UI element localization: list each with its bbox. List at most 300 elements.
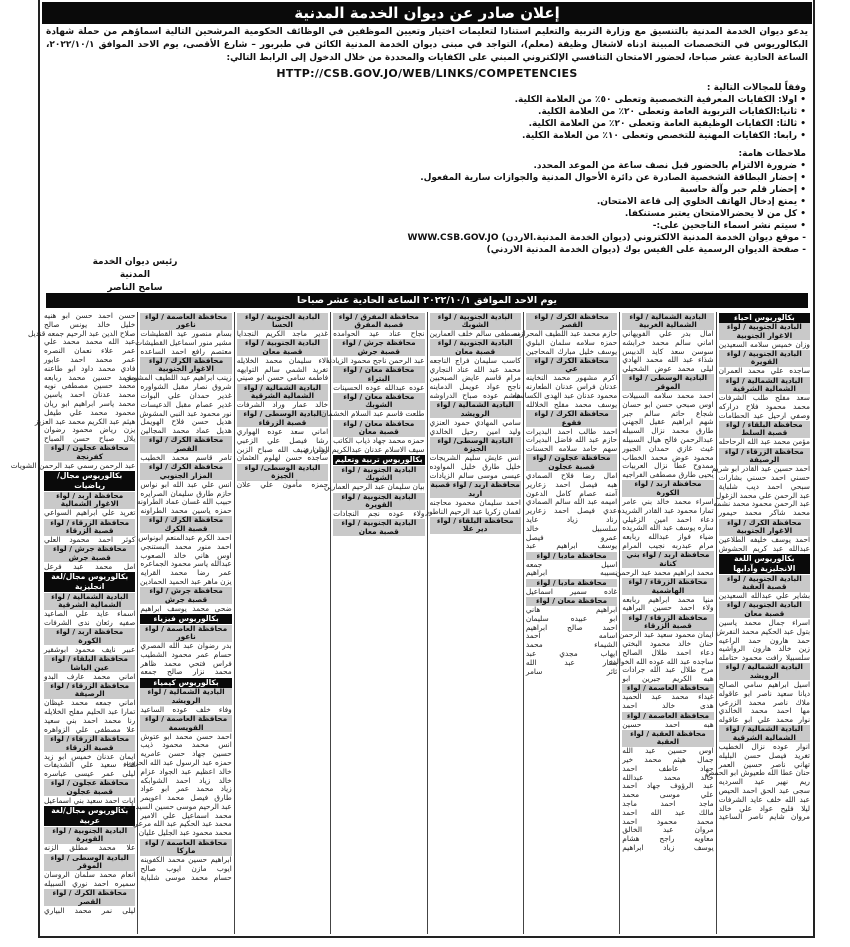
- candidate-name: سعد مفلح طلب الشرفات: [718, 393, 810, 403]
- candidate-name: مها احمد محمد الخالدي: [718, 706, 810, 716]
- region-header: محافظة اربد / لواء بني كنانة: [622, 551, 713, 568]
- candidate-name: يزن رياض محمود رضوان: [44, 425, 136, 435]
- region-header: البادية الجنوبية / لواء القويرة: [719, 350, 810, 367]
- region-header: محافظة مادبا / لواء: [526, 579, 617, 588]
- region-header: محافظة مادبا / لواء: [526, 552, 617, 561]
- candidate-name: ليلى نمر محمد البياري: [44, 905, 136, 915]
- notes-section: [246, 148, 806, 256]
- region-header: محافظة الزرقاء / لواء قصبة الزرقاء: [44, 519, 135, 536]
- candidate-name: سميره احمد نوري السبيله: [44, 878, 136, 888]
- region-header: محافظة الزرقاء / لواء الرصيفة: [44, 682, 135, 699]
- candidate-name: اميمه عبد الله سالم الصمادي: [525, 497, 618, 507]
- candidates-column: [608, 311, 715, 934]
- region-header: البادية الشمالية / لواء الشمالية الغربية: [622, 313, 713, 330]
- candidates-column: [10, 311, 137, 934]
- region-header: محافظة عجلون / لواء قصبة عجلون: [526, 454, 617, 471]
- candidate-name: ثائر سامر: [525, 666, 618, 676]
- major-header: بكالوريوس مجال/لغة انجليزية: [44, 572, 135, 592]
- candidate-name: غدير عصام مقبل الدعيسات: [140, 399, 232, 409]
- candidate-name: ايات احمد سعيد بني اسماعيل: [44, 795, 136, 805]
- candidate-name: غاده سمير اسماعيل: [525, 586, 618, 596]
- candidate-name: اسراء محمد خالد بني عامر: [622, 496, 714, 506]
- region-header: محافظة اربد / لواء الكورة: [622, 480, 713, 497]
- candidate-name: مروان عبد الخالق: [622, 825, 714, 835]
- candidate-name: هاشم عوده صباح الدراوشه: [429, 390, 521, 400]
- candidate-name: عبد الرحمن رسمي عبد الرحمن الشويات: [10, 460, 136, 470]
- candidate-name: محمد ياسر ابراهيم ابو ريان: [44, 398, 136, 408]
- candidate-name: ليلى عمر عيسى عباسره: [44, 769, 136, 779]
- candidate-name: احمد طالب احمد البديرات: [525, 426, 618, 436]
- candidate-name: حمزه سلامه سلمان البلوي: [525, 337, 618, 347]
- candidate-name: سهم حامد سلامه الحسنات: [525, 444, 618, 454]
- candidate-name: معتصم رافع احمد الساعده: [140, 346, 232, 356]
- region-header: محافظة الكرك / لواء الاغوار الجنوبية: [140, 357, 231, 374]
- candidate-name: فراس فتحي محمد ظاهر: [140, 658, 232, 668]
- candidate-name: انعام محمد سلمان الروسان: [44, 870, 136, 879]
- candidate-name: ولاء احمد حسين البراهيه: [622, 603, 714, 613]
- candidate-name: مشير منور اسماعيل القطيشات: [135, 337, 232, 347]
- candidate-name: اسيل جمعه: [525, 559, 618, 569]
- candidate-name: محمد عدنان احمد ياسين: [44, 390, 136, 400]
- candidate-name: محمد محمود فلاح دراركه: [718, 401, 810, 411]
- candidate-name: عدي فيصل احمد زعارير: [525, 506, 618, 516]
- candidate-name: طارق محمد نزال السبيله: [622, 426, 714, 436]
- fields-section: [246, 82, 806, 142]
- candidate-name: عمرو فيصل: [525, 532, 618, 542]
- candidate-name: ايمان محمود سعيد عبد الرحمن: [618, 630, 714, 640]
- candidate-name: ضحى محمد يوسف ابراهيم: [140, 603, 232, 613]
- field-item: • اولا: الكفايات المعرفية التخصصية وتعطى ٥٠٪ من العلامة الكلية.: [514, 95, 806, 105]
- region-header: محافظة معان / لواء الشوبك: [333, 393, 424, 410]
- candidate-name: مرام قاسم عايض الصبحيين: [429, 373, 521, 383]
- region-header: محافظة المفرق / لواء قصبة المفرق: [333, 313, 424, 330]
- candidate-name: ابراهيم هاني: [525, 605, 618, 615]
- candidate-name: حازم عبد الله فاضل البديرات: [525, 435, 618, 445]
- candidate-name: بتول عبد الحكيم محمد النفرش: [716, 626, 810, 636]
- candidate-name: هبه فيصل احمد زعارير: [525, 479, 618, 489]
- candidate-name: عبد الله خلف عايد الشرفات: [718, 794, 810, 804]
- region-header: محافظة البلقاء / لواء عين الباشا: [44, 655, 135, 672]
- candidate-name: ملاك ناصر محمد الزرعي: [718, 697, 810, 707]
- candidate-name: محمد حسين محمد ربابعه: [44, 372, 136, 382]
- region-header: محافظة اربد / لواء الكورة: [44, 628, 135, 645]
- region-header: محافظة اربد / لواء قصبة اربد: [430, 480, 520, 498]
- candidate-name: تغريد علي ابراهيم السواعي: [44, 508, 136, 518]
- candidate-name: امل محمد عبد فرعل: [44, 561, 136, 571]
- candidate-name: علي موسى محمد: [622, 790, 714, 800]
- region-header: محافظة الكرك / لواء عي: [526, 357, 617, 374]
- candidate-name: دعاء احمد طلال الصالح: [622, 647, 714, 657]
- candidate-name: انس عايش سليم الشريجات: [429, 453, 521, 463]
- candidate-name: حنان خالد محمود البختي: [622, 638, 714, 648]
- candidate-name: ريم نهير عيد السرديه: [718, 777, 810, 787]
- candidate-name: ايمان عدنان خميس ابو زيد: [44, 751, 136, 761]
- candidate-name: وصفي ارحيل عيد الحطامات: [718, 410, 810, 420]
- candidate-name: يلال صباح حسن الصباح: [44, 434, 136, 444]
- candidate-name: وفاء خلف عوده الساعيد: [140, 704, 232, 714]
- candidate-name: رناد زياد عايد: [525, 514, 618, 524]
- candidates-columns: [10, 311, 812, 934]
- candidate-name: حمزه ياسين محمد الطراونه: [140, 506, 232, 516]
- candidate-name: غيث غازي حمدان الجبور: [622, 443, 714, 453]
- region-header: البادية الجنوبية / لواء القويرة: [333, 493, 424, 510]
- region-header: البادية الشمالية / لواء الرويشد: [719, 663, 810, 680]
- candidate-name: حمزه مأمون علي علان: [236, 480, 329, 490]
- candidate-name: محمود عدنان عبد الهدى الكساسبه: [512, 390, 618, 400]
- candidate-name: حسين جهاد حسن عامريه: [140, 749, 232, 759]
- candidate-name: اكرم مشهور محمد النخاينه: [525, 373, 618, 383]
- candidate-name: اماني محمد عارف البدو: [44, 671, 136, 681]
- candidates-column: [512, 311, 619, 934]
- intro-paragraph: يدعو ديوان الخدمة المدنية بالتنسيق مع وزارة التربية والتعليم استنادا لتعليمات اختيار وتعيين الموظفين في الوظائف الحكومية المرشحين التالية اسماؤهم من حملة شهادة البكالوريوس في التخصصات المبينة ادناه لاشغال وظيفة (معلم)، التواجد في مبنى ديوان الخدمة المدنية الكائن في طبربور – شارع الأقصى، يوم الاحد الموافق ٢٠٢٢/١٠/١، الساعة الحادية عشر صباحا، لحضور الامتحان التنافسي الإلكتروني المبني على الكفايات والمحددة من خلال الدخول إلى الرابط التالي:: [46, 27, 808, 63]
- candidate-name: حمزه عبد الرسول عبد الله الحروب: [124, 757, 232, 767]
- candidate-name: عبد الرؤوف جهاد احمد: [622, 781, 714, 791]
- candidate-name: احمد سليمان محمود محاجنه: [429, 497, 521, 507]
- announcement-title: إعلان صادر عن ديوان الخدمة المدنية: [42, 2, 812, 24]
- candidate-name: مرام عبدربه نجيب المرام: [622, 540, 714, 550]
- candidate-name: حازم طارق سليمان الصرايره: [140, 488, 232, 498]
- candidate-name: ابراهيم حسين محمد الكفوينه: [140, 855, 232, 865]
- candidate-name: احمد حسين عبد القادر ابو شريم: [711, 464, 810, 474]
- candidate-name: زينب ابراهيم عبد اللطيف المشوش: [124, 373, 232, 383]
- region-header: محافظة جرش / لواء قصبة جرش: [44, 545, 135, 562]
- region-header: محافظة العاصمة / لواء ناعور: [140, 625, 231, 642]
- candidate-name: ناجح عواد عويمل الدماينه: [429, 382, 521, 392]
- candidate-name: محمد نزار صالح جمعه: [140, 667, 232, 677]
- candidate-name: ايهاب مجدي عبد: [525, 649, 618, 659]
- candidate-name: حسام عمر محمود الشطيب: [140, 649, 232, 659]
- candidate-name: نجاح عناد عيد الحوامده: [333, 329, 425, 338]
- candidate-name: سامي المهادي حمود العنزي: [429, 417, 521, 427]
- major-header: بكالوريوس احياء: [719, 313, 810, 323]
- candidate-name: اماني سالم محمد خرابشه: [622, 337, 714, 347]
- region-header: محافظة الكرك / لواء القصر: [44, 889, 135, 906]
- candidate-name: مؤمن محمد عبد الله الرحاحله: [718, 437, 810, 447]
- candidate-name: ضياء فواز عبدالله ربابعه: [622, 532, 714, 542]
- candidate-name: حمد هارون حمد الراعيه: [718, 635, 810, 645]
- major-header: بكالوريوس تربية وتعليم: [335, 455, 423, 465]
- candidate-name: يوسف ابراهيم عبد: [525, 541, 618, 551]
- region-header: محافظة العاصمة / لواء القويسمة: [140, 715, 231, 732]
- candidate-name: هديل حسن فلاح الهويمل: [140, 417, 232, 427]
- candidate-name: عبدالله ياسر محمود الجماعره: [140, 559, 232, 569]
- candidate-name: حبيب الله غسان عماد الطراونه: [136, 497, 232, 507]
- region-header: البادية الوسطى/ لواء الجيزة: [237, 464, 328, 481]
- notes-heading: ملاحظات هامة:: [738, 149, 806, 159]
- region-header: محافظة البلقاء / لواء دير علا: [430, 517, 521, 534]
- candidate-name: منيا محمد ابراهيم ربابعه: [622, 594, 714, 604]
- candidate-name: سلسبيلا رافت محمود حتامله: [718, 653, 810, 663]
- field-item: • ثالثا: الكفايات الوظيفية العامة وتعطى ٢٠٪ من العلامة الكلية.: [528, 119, 806, 129]
- candidate-name: دعاء احمد امين الزغيلي: [622, 514, 714, 524]
- candidate-name: محمد ابراهيم محمد عبد الرحمن: [615, 567, 714, 577]
- candidate-name: وليد امين رحيل الخالدي: [429, 426, 521, 436]
- candidate-name: نسيبه ابراهيم: [525, 568, 618, 578]
- candidate-name: ولاء عوده نجم النجادات: [333, 509, 425, 519]
- region-header: البادية الشمالية / لواء الشمالية الشرقية: [719, 725, 810, 742]
- candidate-name: اوس هاني خالد الصعوب: [140, 550, 232, 560]
- field-item: • رابعا: الكفايات المهنية للتخصص وتعطى ١٠٪ من العلامة الكلية.: [521, 131, 806, 141]
- candidate-name: محمد محمود عبد الجليل عليان: [138, 828, 232, 838]
- region-header: البادية الشمالية / لواء الشمالية الشرقية: [719, 377, 810, 394]
- candidate-name: مصطفى سالم خلف العمارين: [429, 329, 521, 338]
- candidate-name: نوار محمد علي ابو عاقوله: [718, 715, 810, 725]
- candidate-name: اسيل ابراهيم سامي الصالح: [718, 679, 810, 689]
- region-header: البادية الشمالية / لواء الرويشد: [430, 401, 521, 418]
- candidate-name: مالك عبد الله احمد: [622, 807, 714, 817]
- candidate-name: يوسف زياد ابراهيم: [622, 843, 714, 853]
- candidate-name: هدى خالد احمد: [622, 701, 714, 711]
- region-header: البادية الجنوبية / لواء قصبة معان: [237, 339, 328, 356]
- candidate-name: طارق فيصل محمد اعويمر: [140, 793, 232, 803]
- candidates-column: [234, 312, 330, 934]
- region-header: محافظة جرش / لواء قصبة جرش: [140, 587, 231, 604]
- region-header: البادية الوسطى/ لواء الجيزة: [430, 437, 521, 454]
- region-header: البادية الشمالية / لواء الشمالية الشرقية: [237, 384, 328, 401]
- candidate-name: زياد محمد عمر ابو عواد: [140, 784, 232, 794]
- candidate-name: محمد اسماعيل علي الامير: [140, 810, 232, 820]
- region-header: محافظة الزرقاء / لواء قصبة الزرقاء: [44, 735, 135, 752]
- region-header: البادية الوسطى / لواء الموقر: [44, 854, 135, 871]
- candidate-name: ليلا فليح عواد علي خالد: [718, 803, 810, 813]
- candidate-name: احمد منور محمد البستنجي: [140, 541, 232, 551]
- candidate-name: زين خالد هارون الرواشيه: [718, 644, 810, 654]
- major-header: بكالوريوس مجال/لغة عربية: [44, 806, 135, 826]
- candidate-name: تغريد الشمي سالم التوايهه: [236, 364, 329, 374]
- note-item: • كل من لا يحضرالامتحان يعتبر مستنكفا.: [624, 209, 806, 219]
- candidate-name: ليلى محمد عوض الشحيلي: [622, 364, 714, 374]
- candidate-name: محمد محمود احمد: [622, 816, 714, 826]
- candidate-name: امال رضا فلاح الصمادي: [525, 470, 618, 480]
- candidate-name: صفيه رثعان ندى الشرفات: [44, 617, 136, 627]
- candidate-name: خالد زياد احمد الشوابكه: [140, 775, 232, 785]
- candidate-name: تغريد فيصل حسن البليله: [718, 750, 810, 760]
- candidate-name: احمد الكرم عبدالمنعم ابونواس: [138, 532, 232, 542]
- region-header: محافظة الزرقاء / لواء الرصيفة: [719, 448, 810, 465]
- region-header: محافظة الكرك / لواء قصبة الكرك: [140, 516, 231, 533]
- candidate-name: يحيى طارق مصطفى الفراجيه: [622, 470, 714, 480]
- candidate-name: بشار عبد الله: [525, 657, 618, 667]
- competencies-link[interactable]: HTTP://CSB.GOV.JO/WEB/LINKS/COMPETENCIES: [276, 67, 578, 80]
- candidate-name: فادي محمد داود ابو طاعنه: [44, 363, 136, 373]
- candidate-name: بدر رضوان عبد الله المصري: [140, 641, 232, 651]
- candidate-name: محمد شاكر محمد حيمور: [718, 508, 810, 518]
- candidate-name: احمد حسن محمد ابو عتوش: [140, 731, 232, 741]
- region-header: محافظة العاصمة / لواء: [622, 712, 713, 721]
- candidate-name: اماني سعد عوده الهواري: [236, 426, 329, 436]
- region-header: البادية الجنوبية / لواء الحسا: [237, 313, 328, 330]
- candidate-name: احمد محمد سلامه السبيلات: [622, 390, 714, 400]
- candidate-name: عمر رضا محمد القرايه: [140, 568, 232, 578]
- candidate-name: شجاع حاتم سالم جبر: [622, 408, 714, 418]
- candidate-name: جهاد عاطف احمد: [622, 763, 714, 773]
- note-item: • يمنع إدخال الهاتف الخلوي إلى قاعة الامتحان.: [596, 197, 806, 207]
- candidate-name: ساجده علي محمد العمران: [718, 366, 810, 376]
- candidate-name: لقمان زكريا عبد الرحيم الناطور: [425, 506, 521, 516]
- candidate-name: خالد عمار وراد الشرفات: [236, 400, 329, 410]
- candidate-name: ساره يوسف عبد الله الشريده: [622, 523, 714, 533]
- candidate-name: عدنان فراس عدنان الطعارنه: [525, 382, 618, 392]
- candidate-name: علا مصطفى علي الزواهره: [44, 724, 136, 734]
- candidate-name: تامر قاسم محمد الخطيب: [140, 452, 232, 462]
- candidate-name: غدير حمدان علي البوات: [140, 390, 232, 400]
- candidate-name: نور محمود عبد النبي المشوش: [139, 408, 232, 418]
- candidate-name: رشا فيصل علي الزعبي: [236, 435, 329, 445]
- candidate-name: عبد الرحمن محمود محمد نشمه: [713, 499, 810, 509]
- region-header: محافظة العقبة / لواء العقبة: [622, 730, 713, 747]
- region-header: البادية الجنوبية / لواء الشوبك: [430, 313, 521, 330]
- region-header: البادية الجنوبية / لواء قصبة معان: [430, 339, 521, 356]
- candidate-name: احمد صالح ابراهيم: [525, 622, 618, 632]
- candidate-name: محمد حسين مصطفى نويه: [44, 381, 136, 391]
- candidate-name: آمنه عصام كامل الدعون: [525, 488, 618, 498]
- region-header: محافظة العاصمة / لواء: [622, 684, 713, 693]
- candidates-column: [303, 311, 426, 934]
- candidate-name: اسماء عايد علي الصاعيد: [44, 609, 136, 619]
- region-header: البادية الوسطى / لواء قصبة الزرقاء: [237, 410, 328, 427]
- candidate-name: معاويه راجح هشام: [622, 834, 714, 844]
- major-header: بكالوريوس كيمياء: [140, 678, 231, 688]
- candidate-name: تهاني ناصر حسين العمر: [718, 759, 810, 769]
- candidate-name: خالد محمد عبدالله: [622, 772, 714, 782]
- region-header: محافظة اربد / لواء الاغوار الشمالية: [44, 492, 135, 509]
- note-item: • إحضار قلم حبر وآلة حاسبة: [679, 185, 806, 195]
- candidate-name: انس محمد محمود ذيب: [140, 740, 232, 750]
- fields-heading: وفقاً للمجالات التالية :: [706, 83, 806, 93]
- candidate-name: امال بدر علي الفويهاني: [622, 329, 714, 338]
- candidate-name: ساجده حسن لهلوم العثمان: [236, 453, 329, 463]
- signature-name: سامح الناصر: [107, 283, 163, 293]
- candidate-name: الاء سليمان محمد الخلايله: [236, 355, 329, 365]
- region-header: البادية الجنوبية / لواء قصبة معان: [719, 601, 810, 618]
- candidate-name: صلاح الدين عبد الرحيم جمعه قنديل: [28, 328, 136, 338]
- major-header: بكالوريوس اللغة الانجليزية وآدابها: [719, 554, 810, 574]
- candidate-name: رنا محمد احمد بني سعيد: [44, 715, 136, 725]
- region-header: محافظة الكرك / لواء المزار الجنوبي: [140, 463, 231, 480]
- region-header: محافظة الكرك / لواء القصر: [526, 313, 617, 330]
- candidate-name: ماجد احمد ماجد: [622, 799, 714, 809]
- candidate-name: كاسب سليمان فراج الناجعه: [429, 355, 521, 365]
- exam-date-bar: يوم الاحد الموافق ٢٠٢٢/١٠/١ الساعة الحادية عشر صباحا: [46, 293, 808, 308]
- region-header: محافظة العاصمة / لواء ماركا: [140, 839, 231, 856]
- region-header: البادية الجنوبية / لواء قصبة معان: [333, 519, 424, 536]
- candidate-name: هبه احمد حسين: [622, 719, 714, 729]
- candidate-name: عبدالرحمن فالح هيال السبيله: [622, 434, 714, 444]
- candidate-name: يزن ماهر عبد الحميد الحمادين: [140, 576, 232, 586]
- candidate-name: يوسف محمد مفلح الخلالله: [525, 399, 618, 409]
- candidate-name: اماني جمعه محمد غيظان: [44, 698, 136, 708]
- candidate-name: بسام منصور عيد القطيشات: [140, 329, 232, 338]
- candidate-name: مرح طلال عبد الله جرادات: [622, 665, 714, 675]
- candidate-name: عبد الرحمن ناجح محمود الزيادنه: [325, 355, 425, 365]
- candidate-name: محمد عبد الحكيم عبد الله مرعي: [132, 819, 232, 829]
- region-header: محافظة الكرك / لواء القصر: [140, 436, 231, 453]
- candidate-name: حمزه محمد جهاد ذياب الكاتب: [333, 436, 425, 446]
- candidates-column: [427, 312, 523, 934]
- region-header: محافظة معان / لواء: [526, 597, 617, 606]
- candidate-name: هديل عماد محمد المجالين: [140, 426, 232, 436]
- candidate-name: علا محمد مطلق الزنه: [44, 843, 136, 853]
- candidates-column: [705, 312, 812, 934]
- note-facebook-link[interactable]: - صفحة الديوان الرسمية على الفيس بوك (ديوان الخدمة المدنية الاردني): [486, 245, 806, 255]
- region-header: محافظة الكرك / لواء الاغوار الجنوبية: [719, 519, 810, 536]
- candidate-name: هيثم عبد الكريم محمد عبد العزيز: [34, 416, 136, 426]
- candidate-name: شهم ابراهيم عقيل الجهني: [622, 417, 714, 427]
- region-header: البادية الجنوبية / لواء الاغوار الجنوبية: [719, 323, 810, 340]
- candidate-name: ابو عبيده سليمان: [525, 613, 618, 623]
- candidate-name: عيسى موسى سالم الزيادات: [429, 470, 521, 480]
- candidate-name: محمود عوض محمد الخطاب: [622, 452, 714, 462]
- candidate-name: جمال هيثم محمد خير: [622, 755, 714, 765]
- region-header: البادية الشمالية / لواء الرويشد: [140, 688, 231, 705]
- region-header: محافظة الزرقاء / لواء قصبة الزرقاء: [622, 614, 713, 631]
- candidate-name: ممدوح عطا نزال العربيات: [622, 461, 714, 471]
- region-header: البادية الجنوبية / لواء القويرة: [44, 827, 135, 844]
- candidate-name: ديانا سعيد ناصر ابو عاقوله: [718, 688, 810, 698]
- candidate-name: ايوب مازن ايوب صالح: [140, 863, 232, 873]
- candidate-name: عوده عبدالله عوده الحسينات: [333, 382, 425, 392]
- candidate-name: بشاير علي عبدالله السعيدين: [718, 591, 810, 601]
- candidate-name: اوس حسين عبد الله: [622, 746, 714, 756]
- note-website-link[interactable]: - موقع ديوان الخدمة المدنية الالكتروني (ديوان الخدمة المدنية.الاردن) WWW.CSB.GOV.JO: [407, 233, 806, 243]
- candidate-name: يوسف خليل مبارك المحاجين: [525, 346, 618, 356]
- region-header: البادية الوسطى / لواء الموقر: [622, 374, 713, 391]
- candidate-name: عمر علاء نعمان النصره: [44, 346, 136, 356]
- candidate-name: اسراء جمال محمد ياسين: [718, 617, 810, 627]
- region-header: البادية الجنوبية / لواء الشوبك: [333, 466, 424, 483]
- candidate-name: تمارا محمود عبد القادر الشريده: [617, 505, 714, 515]
- candidate-name: حسن احمد حسن ابو هنيه: [44, 311, 136, 320]
- candidate-name: روان ضيف الله صباح الزبن: [236, 444, 329, 454]
- note-item: • سيتم نشر اسماء الناجحين على:-: [652, 221, 806, 231]
- candidate-name: سجى عبد الحق احمد الحيص: [718, 785, 810, 795]
- candidate-name: فاطمه سامي حسن ابو صيني: [236, 373, 329, 383]
- candidate-name: محمود محمد علي طيفل: [44, 407, 136, 417]
- major-header: بكالوريوس مجال/رياضيات: [44, 471, 135, 491]
- candidate-name: عبدالله عبد كريم الحشوش: [718, 543, 810, 553]
- candidate-name: خالد اعظيم عبد الجواد عزام: [140, 766, 232, 776]
- candidate-name: محمد عبد الله عناد النجاري: [429, 364, 521, 374]
- candidate-name: عمر محمد احمد عابور: [44, 354, 136, 364]
- region-header: البادية الجنوبية / لواء قصبة العقبة: [719, 575, 810, 592]
- candidate-name: سيف الاسلام عدنان عبدالكريم الشراري: [303, 444, 425, 454]
- region-header: محافظة الكرك / لواء فقوع: [526, 410, 617, 427]
- candidate-name: شروق نصار مقبل الشواوره: [140, 382, 232, 392]
- candidate-name: اسامه احمد: [525, 631, 618, 641]
- candidate-name: اوس صبحي حسن ابو حسان: [622, 399, 714, 409]
- candidate-name: لماء سعيد علي الشديفات: [44, 760, 136, 770]
- candidate-name: سلسبيل خالد: [525, 523, 618, 533]
- candidate-name: عبير نايف محمود ابوشقير: [44, 644, 136, 654]
- candidate-name: وزان خميس سلامه السعيدين: [718, 339, 810, 349]
- candidate-name: سبحي احمد ديب شلباية: [718, 481, 810, 491]
- region-header: محافظة العاصمة / لواء ناعور: [140, 313, 231, 330]
- candidate-name: الشيماء محمد: [525, 640, 618, 650]
- note-item: • ضرورة الالتزام بالحضور قبل نصف ساعة من الموعد المحدد.: [533, 161, 806, 171]
- candidates-column: [118, 311, 233, 934]
- region-header: البادية الشمالية / لواء الشمالية الشرقية: [44, 593, 135, 610]
- candidate-name: ساجده عبد الله عوده الله الخوالده: [608, 656, 714, 666]
- candidate-name: عبد الرحيم موسى حسين السيد احمد: [118, 801, 232, 811]
- signature-role: رئيس ديوان الخدمة المدنية: [92, 257, 178, 280]
- candidate-name: تمارا عبد الحليم مفلح الخلايله: [44, 707, 136, 717]
- candidate-name: عبد الرحمن علي محمد الزغول: [715, 490, 810, 500]
- candidate-name: خليل طارق خليل المواوده: [429, 462, 521, 472]
- candidate-name: احمد يوسف خليفه الطلاعين: [718, 535, 810, 545]
- candidate-name: غيداء محمد عبد الحميد: [622, 692, 714, 702]
- candidate-name: سوسن سعد كايد الدبيس: [622, 346, 714, 356]
- note-item: • إحضار البطاقة الشخصية الصادرة عن دائرة الأحوال المدنية والجوازات سارية المفعول.: [420, 173, 806, 183]
